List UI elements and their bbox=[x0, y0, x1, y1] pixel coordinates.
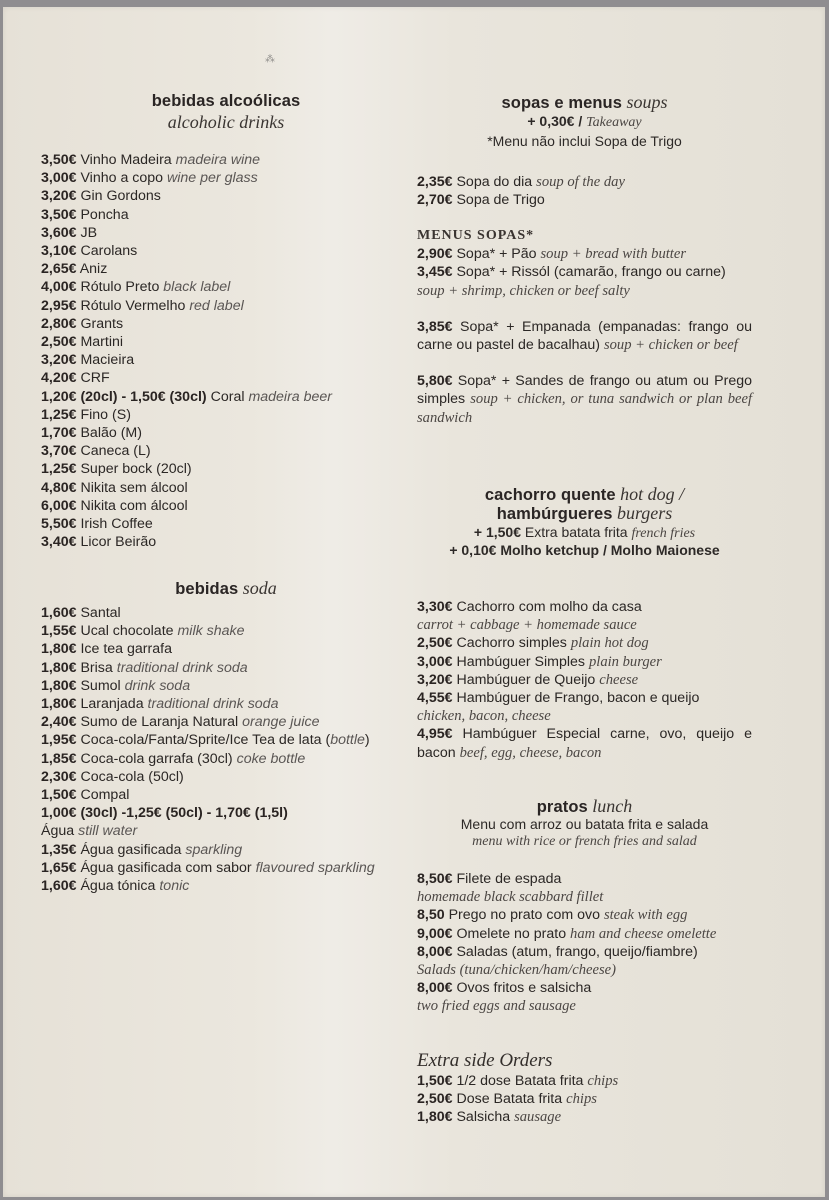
item-price: 1,35€ bbox=[41, 841, 77, 858]
item-name: Caneca (L) bbox=[80, 443, 151, 460]
menu-item bbox=[417, 634, 752, 652]
item-english: soup + bread with butter bbox=[540, 246, 687, 263]
item-price: 2,50€ bbox=[417, 635, 453, 652]
item-name: Ucal chocolate bbox=[80, 623, 174, 640]
item-price: 4,00€ bbox=[41, 279, 77, 296]
item-name: Vinho Madeira bbox=[80, 152, 172, 168]
soups-list bbox=[417, 173, 752, 209]
lunch-sub-en: menu with rice or french fries and salad bbox=[472, 834, 697, 849]
soups-title-pt: sopas e menus bbox=[501, 94, 623, 112]
item-english: sparkling bbox=[185, 841, 243, 858]
menu-item bbox=[417, 263, 752, 299]
item-price: 1,25€ bbox=[41, 406, 77, 423]
menu-item bbox=[417, 906, 752, 924]
menu-item bbox=[41, 659, 411, 677]
menus-sopas-title: MENUS SOPAS* bbox=[417, 228, 535, 243]
item-name: Coral bbox=[210, 388, 245, 405]
item-english: madeira wine bbox=[175, 152, 261, 168]
item-price: 1,80€ bbox=[417, 1109, 453, 1126]
item-price: 2,70€ bbox=[417, 192, 453, 209]
menu-item bbox=[41, 713, 411, 731]
item-english: tonic bbox=[159, 878, 190, 895]
item-price: 3,70€ bbox=[41, 443, 77, 460]
item-price: 8,00€ bbox=[417, 943, 453, 960]
item-english: Salads (tuna/chicken/ham/cheese) bbox=[417, 962, 616, 979]
item-price: 1,25€ bbox=[41, 461, 77, 478]
item-english: traditional drink soda bbox=[116, 659, 248, 676]
menu-item bbox=[41, 260, 411, 278]
menus-sopas-list bbox=[417, 245, 752, 427]
item-price: 2,50€ bbox=[417, 1091, 453, 1108]
menu-item bbox=[417, 943, 752, 979]
menu-item bbox=[417, 725, 752, 761]
item-english: flavoured sparkling bbox=[255, 859, 375, 876]
item-english: cheese bbox=[599, 671, 639, 688]
item-name: Gin Gordons bbox=[80, 188, 161, 205]
item-name: Poncha bbox=[80, 206, 129, 223]
item-name: Sopa* + Pão bbox=[456, 246, 537, 263]
item-english: chicken, bacon, cheese bbox=[417, 708, 551, 725]
item-price: 2,65€ bbox=[41, 261, 77, 278]
item-name: Água bbox=[41, 823, 75, 840]
menu-item bbox=[417, 318, 752, 354]
item-name: Sumo de Laranja Natural bbox=[80, 714, 239, 731]
item-english: carrot + cabbage + homemade sauce bbox=[417, 617, 637, 634]
item-name: Licor Beirão bbox=[80, 534, 157, 551]
menu-item bbox=[417, 598, 752, 634]
item-name: Hambúguer Especial carne, ovo, queijo e bacon bbox=[417, 726, 752, 761]
item-name: Ovos fritos e salsicha bbox=[456, 980, 592, 997]
item-english: orange juice bbox=[242, 714, 320, 731]
item-name: Hambúguer Simples bbox=[456, 653, 586, 670]
item-price: 1,85€ bbox=[41, 750, 77, 767]
menu-item bbox=[41, 369, 411, 387]
menu-item bbox=[41, 460, 411, 478]
item-name: Brisa bbox=[80, 659, 113, 676]
item-name: Sopa* + Sandes de frango ou atum ou Prego simples bbox=[417, 373, 752, 408]
item-name: Martini bbox=[80, 334, 124, 351]
item-price: 2,80€ bbox=[41, 315, 77, 332]
item-english: coke bottle bbox=[236, 750, 306, 767]
item-price: 3,20€ bbox=[41, 352, 77, 369]
item-english: homemade black scabbard fillet bbox=[417, 889, 604, 906]
soda-title-pt: bebidas bbox=[175, 580, 239, 598]
item-english: bottle bbox=[330, 732, 365, 749]
item-price: 1,60€ bbox=[41, 878, 77, 895]
menu-item bbox=[41, 388, 411, 406]
soups-note: *Menu não inclui Sopa de Trigo bbox=[487, 133, 682, 149]
item-english: soup + chicken or beef bbox=[603, 337, 738, 354]
extras-section bbox=[417, 1050, 752, 1127]
item-price: 1,80€ bbox=[41, 677, 77, 694]
item-name: Rótulo Vermelho bbox=[80, 297, 186, 314]
item-name: Sopa de Trigo bbox=[456, 192, 545, 209]
lunch-title-en: lunch bbox=[592, 796, 633, 816]
item-name: Macieira bbox=[80, 352, 135, 369]
item-english: two fried eggs and sausage bbox=[417, 998, 576, 1015]
item-price: 4,55€ bbox=[417, 690, 453, 707]
menu-item bbox=[41, 151, 411, 169]
menu-item bbox=[41, 442, 411, 460]
menu-item bbox=[417, 925, 752, 943]
item-price: 4,20€ bbox=[41, 370, 77, 387]
item-price: 1,80€ bbox=[41, 641, 77, 658]
item-name: Vinho a copo bbox=[80, 170, 164, 187]
menu-item bbox=[41, 768, 411, 786]
item-name: Compal bbox=[80, 787, 130, 804]
item-price: 1,80€ bbox=[41, 696, 77, 713]
menu-item bbox=[417, 870, 752, 906]
item-price: 1,50€ bbox=[417, 1073, 453, 1089]
item-english: soup + chicken, or tuna sandwich or plan beef sandwich bbox=[417, 391, 752, 426]
item-english: ham and cheese omelette bbox=[570, 925, 717, 942]
item-price: 2,90€ bbox=[417, 246, 453, 263]
burgers-title-pt: hambúrgueres bbox=[496, 505, 613, 523]
hotdogs-list bbox=[417, 598, 752, 762]
item-name: Coca-cola garrafa (30cl) bbox=[80, 750, 233, 767]
menu-item bbox=[41, 677, 411, 695]
item-english: chips bbox=[587, 1073, 619, 1089]
item-price: 2,40€ bbox=[41, 714, 77, 731]
item-price: 1,20€ (20cl) - 1,50€ (30cl) bbox=[41, 388, 207, 405]
soda-list bbox=[41, 604, 411, 895]
menu-item bbox=[41, 822, 411, 840]
menu-item bbox=[41, 479, 411, 497]
item-english: steak with egg bbox=[603, 907, 688, 924]
item-name: Sopa do dia bbox=[456, 174, 533, 190]
lunch-sub-pt: Menu com arroz ou batata frita e salada bbox=[460, 816, 709, 832]
extra-fries-en: french fries bbox=[631, 526, 696, 541]
menu-item bbox=[417, 653, 752, 671]
item-price: 1,95€ bbox=[41, 732, 77, 749]
extras-list bbox=[417, 1072, 752, 1127]
menu-item bbox=[41, 533, 411, 551]
item-name: Aniz bbox=[79, 261, 108, 278]
item-price: 5,80€ bbox=[417, 373, 453, 390]
menu-item bbox=[417, 1072, 752, 1090]
burgers-title-en: burgers bbox=[616, 503, 673, 523]
menu-item bbox=[417, 191, 752, 209]
lunch-list bbox=[417, 870, 752, 1016]
item-price: 2,30€ bbox=[41, 768, 77, 785]
menu-item bbox=[41, 804, 411, 822]
item-name: Ice tea garrafa bbox=[80, 641, 172, 658]
lunch-title bbox=[417, 796, 752, 850]
item-english: black label bbox=[163, 279, 231, 296]
menu-item bbox=[417, 1108, 752, 1126]
item-english: chips bbox=[566, 1091, 597, 1108]
item-name: Sopa* + Empanada (empanadas: frango ou carne ou pastel de bacalhau) bbox=[417, 318, 752, 354]
item-price: 1,70€ bbox=[41, 425, 77, 442]
item-price: 1,00€ (30cl) -1,25€ (50cl) - 1,70€ (1,5l) bbox=[41, 805, 288, 822]
item-name: Nikita com álcool bbox=[80, 497, 188, 514]
menu-item bbox=[41, 604, 411, 622]
item-name: Prego no prato com ovo bbox=[448, 907, 600, 924]
item-price: 5,50€ bbox=[41, 516, 77, 533]
item-name: Água tónica bbox=[80, 878, 156, 895]
item-price: 8,50 bbox=[417, 907, 445, 924]
item-name: Saladas (atum, frango, queijo/fiambre) bbox=[456, 943, 698, 960]
soda-title-en: soda bbox=[242, 578, 277, 598]
item-english: soup of the day bbox=[536, 174, 625, 190]
item-name: Sopa* + Rissól (camarão, frango ou carne) bbox=[456, 264, 726, 281]
menu-item bbox=[41, 841, 411, 859]
item-name: Laranjada bbox=[80, 696, 144, 713]
item-english: plain hot dog bbox=[570, 635, 649, 652]
item-name: JB bbox=[80, 224, 98, 241]
hotdogs-title bbox=[417, 484, 752, 558]
menu-item bbox=[41, 278, 411, 296]
alcoholic-list bbox=[41, 151, 411, 551]
item-name: Balão (M) bbox=[80, 425, 142, 442]
alcoholic-title-pt: bebidas alcoólicas bbox=[151, 92, 301, 110]
menu-item bbox=[41, 515, 411, 533]
menu-item bbox=[417, 372, 752, 427]
item-english: still water bbox=[78, 823, 138, 840]
item-price: 3,20€ bbox=[417, 671, 453, 688]
item-english: madeira beer bbox=[248, 388, 333, 405]
item-name: Coca-cola/Fanta/Sprite/Ice Tea de lata ( bbox=[80, 732, 331, 749]
paper-mark: ⁂ bbox=[265, 54, 275, 65]
menu-item bbox=[41, 169, 411, 187]
alcoholic-title bbox=[41, 92, 411, 133]
alcoholic-title-en: alcoholic drinks bbox=[167, 112, 285, 132]
item-price: 3,10€ bbox=[41, 243, 77, 260]
menu-item bbox=[41, 424, 411, 442]
menu-item bbox=[41, 497, 411, 515]
item-name: CRF bbox=[80, 370, 110, 387]
item-name: Coca-cola (50cl) bbox=[80, 768, 184, 785]
item-price: 2,35€ bbox=[417, 174, 453, 190]
item-price: 1,80€ bbox=[41, 659, 77, 676]
hotdog-title-en: hot dog / bbox=[620, 484, 685, 504]
item-price: 2,95€ bbox=[41, 297, 77, 314]
menu-item bbox=[41, 750, 411, 768]
item-english: plain burger bbox=[588, 653, 662, 670]
menu-item bbox=[41, 206, 411, 224]
item-price: 3,20€ bbox=[41, 188, 77, 205]
item-price: 1,50€ bbox=[41, 787, 77, 804]
soups-title bbox=[417, 92, 752, 149]
item-name: Sumol bbox=[80, 677, 125, 694]
item-english: sausage bbox=[514, 1109, 562, 1126]
menus-sopas bbox=[417, 227, 752, 427]
item-price: 1,55€ bbox=[41, 623, 77, 640]
menu-item bbox=[417, 1090, 752, 1108]
item-name: 1/2 dose Batata frita bbox=[456, 1073, 584, 1089]
item-name: Grants bbox=[80, 315, 124, 332]
item-price: 1,60€ bbox=[41, 605, 77, 621]
item-price: 2,50€ bbox=[41, 334, 77, 351]
item-price: 4,95€ bbox=[417, 726, 453, 743]
menu-item: 1,95€ Coca-cola/Fanta/Sprite/Ice Tea de lata (bottle) bbox=[41, 732, 370, 749]
extra-sauce: + 0,10€ Molho ketchup / Molho Maionese bbox=[449, 542, 720, 558]
item-english: red label bbox=[189, 297, 244, 314]
takeaway-price: + 0,30€ / bbox=[527, 113, 583, 129]
menu-item bbox=[41, 242, 411, 260]
item-price: 3,50€ bbox=[41, 152, 77, 168]
menu-item bbox=[417, 671, 752, 689]
item-name: Fino (S) bbox=[80, 406, 131, 423]
item-price: 8,50€ bbox=[417, 871, 453, 887]
item-name: Omelete no prato bbox=[456, 925, 567, 942]
hotdog-title-pt: cachorro quente bbox=[484, 486, 616, 504]
menu-item bbox=[41, 315, 411, 333]
item-name: Cachorro simples bbox=[456, 635, 567, 652]
soups-title-en: soups bbox=[626, 92, 668, 112]
menu-item bbox=[41, 351, 411, 369]
item-price: 3,60€ bbox=[41, 224, 77, 241]
item-english: drink soda bbox=[124, 677, 191, 694]
menu-paper bbox=[3, 7, 825, 1197]
item-name: Hambúguer de Frango, bacon e queijo bbox=[456, 690, 700, 707]
item-price: 1,65€ bbox=[41, 859, 77, 876]
item-name: Carolans bbox=[80, 243, 138, 260]
item-price: 4,80€ bbox=[41, 479, 77, 496]
lunch-title-pt: pratos bbox=[536, 798, 588, 816]
item-english: milk shake bbox=[177, 623, 245, 640]
extra-fries-price: + 1,50€ bbox=[473, 524, 521, 540]
menu-item bbox=[41, 859, 411, 877]
menu-item bbox=[41, 786, 411, 804]
item-price: 3,45€ bbox=[417, 264, 453, 281]
menu-item bbox=[41, 187, 411, 205]
extra-fries-name: Extra batata frita bbox=[524, 524, 628, 540]
item-english: traditional drink soda bbox=[147, 696, 279, 713]
item-price: 8,00€ bbox=[417, 980, 453, 997]
menu-item bbox=[41, 640, 411, 658]
menu-item bbox=[41, 333, 411, 351]
menu-item bbox=[41, 622, 411, 640]
item-price: 3,30€ bbox=[417, 599, 453, 615]
item-name: Água gasificada com sabor bbox=[80, 859, 252, 876]
item-name: Dose Batata frita bbox=[456, 1091, 563, 1108]
soda-title bbox=[41, 578, 411, 599]
item-price: 3,50€ bbox=[41, 206, 77, 223]
item-price: 9,00€ bbox=[417, 925, 453, 942]
menu-item bbox=[41, 297, 411, 315]
item-name: Salsicha bbox=[456, 1109, 511, 1126]
menu-item bbox=[417, 245, 752, 263]
item-name: Irish Coffee bbox=[80, 516, 153, 533]
item-english: soup + shrimp, chicken or beef salty bbox=[417, 282, 630, 299]
item-name: Rótulo Preto bbox=[80, 279, 160, 296]
extras-title: Extra side Orders bbox=[417, 1050, 553, 1071]
menu-item bbox=[41, 695, 411, 713]
item-name: Hambúguer de Queijo bbox=[456, 671, 596, 688]
menu-item bbox=[417, 689, 752, 725]
item-english: wine per glass bbox=[167, 170, 258, 187]
menu-item bbox=[41, 406, 411, 424]
item-english: beef, egg, cheese, bacon bbox=[459, 744, 602, 761]
menu-item bbox=[41, 224, 411, 242]
item-price: 3,00€ bbox=[417, 653, 453, 670]
item-price: 6,00€ bbox=[41, 497, 77, 514]
menu-item bbox=[417, 173, 752, 191]
item-name: Água gasificada bbox=[80, 841, 182, 858]
item-name: Super bock (20cl) bbox=[80, 461, 192, 478]
menu-item bbox=[417, 979, 752, 1015]
item-name: Nikita sem álcool bbox=[80, 479, 188, 496]
item-name: Filete de espada bbox=[456, 871, 562, 887]
item-name: Cachorro com molho da casa bbox=[456, 599, 642, 615]
item-name: Santal bbox=[80, 605, 121, 621]
menu-item bbox=[41, 877, 411, 895]
item-price: 3,85€ bbox=[417, 318, 453, 335]
item-price: 3,40€ bbox=[41, 534, 77, 551]
item-price: 3,00€ bbox=[41, 170, 77, 187]
takeaway-label: Takeaway bbox=[586, 115, 642, 130]
